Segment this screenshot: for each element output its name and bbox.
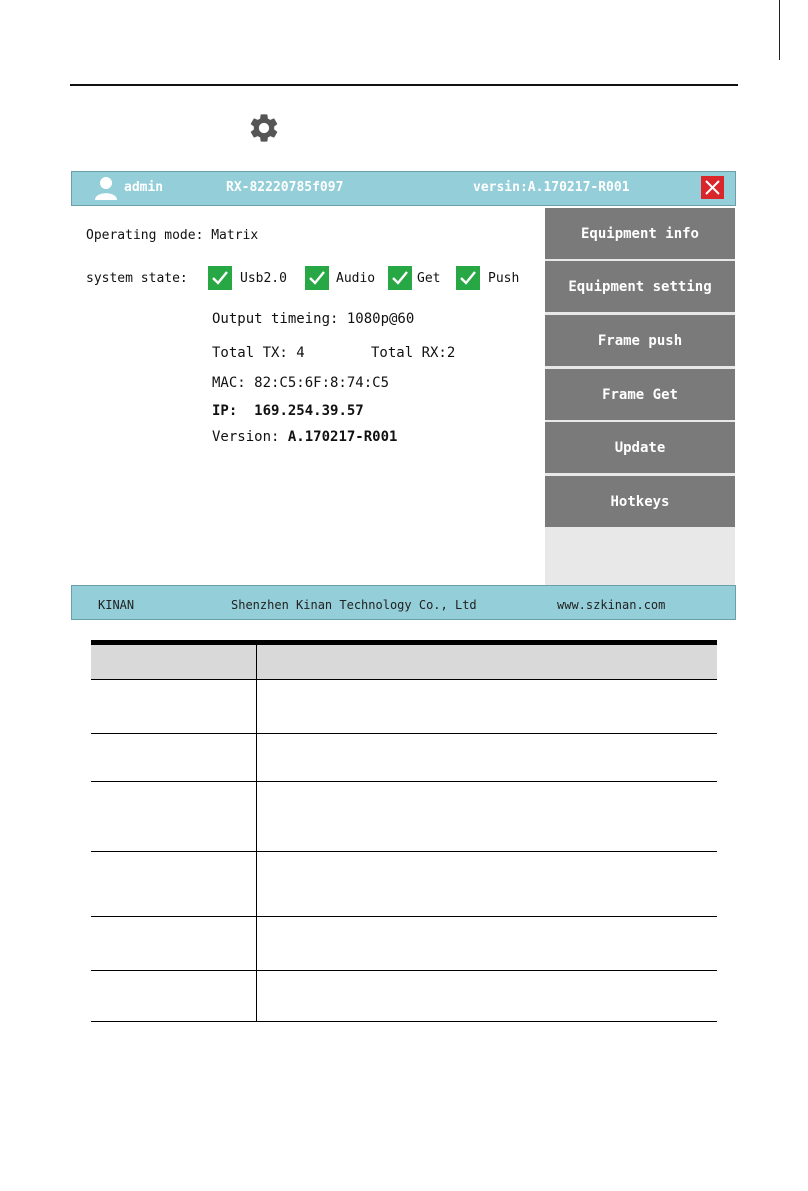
ip-address — [212, 403, 364, 419]
firmware-version: versin:A.170217-R001 — [473, 180, 630, 195]
table-row-divider — [91, 851, 717, 852]
table-row-divider — [91, 679, 717, 680]
usb-check-label: Usb2.0 — [240, 271, 287, 286]
total-tx: Total TX: 4 — [212, 345, 305, 361]
title-bar — [71, 171, 736, 206]
side-menu — [545, 208, 735, 585]
footer-brand: KINAN — [98, 598, 135, 612]
user-icon — [95, 176, 117, 200]
close-icon — [705, 180, 720, 195]
kinan-control-screen — [71, 171, 736, 619]
ip-label: IP: — [212, 403, 238, 419]
operating-mode: Operating mode: Matrix — [86, 228, 259, 243]
menu-equipment-info[interactable]: Equipment info — [545, 208, 735, 259]
footer-company: Shenzhen Kinan Technology Co., Ltd — [231, 598, 477, 612]
page-header-rule — [70, 84, 738, 86]
table-row-divider — [91, 733, 717, 734]
version-value: A.170217-R001 — [287, 429, 398, 445]
menu-frame-get[interactable]: Frame Get — [545, 369, 735, 420]
menu-equipment-setting[interactable]: Equipment setting — [545, 261, 735, 312]
system-state-label: system state: — [86, 271, 188, 286]
usb-check-icon[interactable] — [208, 266, 232, 290]
get-check-label: Get — [417, 271, 441, 286]
table-row-divider — [91, 781, 717, 782]
ip-value: 169.254.39.57 — [254, 403, 364, 419]
table-bottom-rule — [91, 1021, 717, 1022]
menu-hotkeys[interactable]: Hotkeys — [545, 476, 735, 527]
version-label: Version: — [212, 429, 280, 445]
device-id: RX-82220785f097 — [226, 180, 344, 195]
footer-bar — [71, 585, 736, 620]
mac-address: MAC: 82:C5:6F:8:74:C5 — [212, 375, 390, 391]
close-button[interactable] — [701, 176, 724, 199]
version-info — [212, 429, 397, 445]
audio-check-icon[interactable] — [305, 266, 329, 290]
username: admin — [124, 180, 164, 195]
get-check-icon[interactable] — [388, 266, 412, 290]
table-column-divider — [256, 645, 257, 1022]
push-check-icon[interactable] — [456, 266, 480, 290]
push-check-label: Push — [488, 271, 520, 286]
table-row-divider — [91, 916, 717, 917]
menu-frame-push[interactable]: Frame push — [545, 315, 735, 366]
audio-check-label: Audio — [336, 271, 376, 286]
footer-website[interactable]: www.szkinan.com — [557, 598, 666, 612]
crop-mark — [779, 0, 780, 60]
table-row-divider — [91, 970, 717, 971]
gear-icon — [247, 111, 281, 145]
output-timing: Output timeing: 1080p@60 — [212, 311, 415, 327]
menu-update[interactable]: Update — [545, 422, 735, 473]
total-rx: Total RX:2 — [371, 345, 456, 361]
table-header-row — [91, 645, 717, 680]
